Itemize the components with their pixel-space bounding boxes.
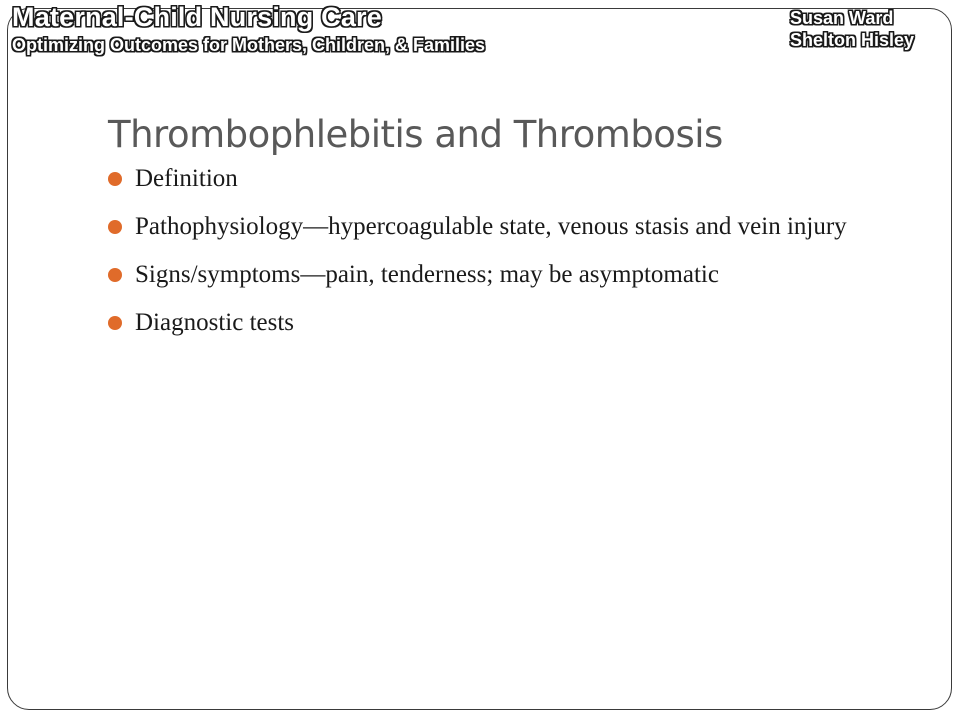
- bullet-item: [108, 304, 898, 342]
- bullet-item: [108, 208, 898, 246]
- book-title: Maternal-Child Nursing Care: [12, 2, 382, 32]
- author-name: Shelton Hisley: [790, 30, 915, 50]
- book-subtitle: Optimizing Outcomes for Mothers, Children, & Families: [12, 35, 486, 55]
- author-name: Susan Ward: [790, 8, 894, 28]
- bullet-text: Diagnostic tests: [135, 309, 295, 336]
- bullet-item: [108, 256, 898, 294]
- bullet-dot-icon: [108, 172, 122, 186]
- bullet-list: [108, 160, 898, 352]
- bullet-item: [108, 160, 898, 198]
- bullet-dot-icon: [108, 268, 122, 282]
- author-block: [790, 7, 914, 51]
- bullet-dot-icon: [108, 316, 122, 330]
- bullet-text: Definition: [135, 165, 238, 192]
- bullet-dot-icon: [108, 220, 122, 234]
- slide-title: Thrombophlebitis and Thrombosis: [108, 112, 723, 156]
- bullet-text: Pathophysiology—hypercoagulable state, venous stasis and vein injury: [135, 213, 847, 240]
- book-header: [12, 2, 485, 56]
- bullet-text: Signs/symptoms—pain, tenderness; may be asymptomatic: [135, 261, 719, 288]
